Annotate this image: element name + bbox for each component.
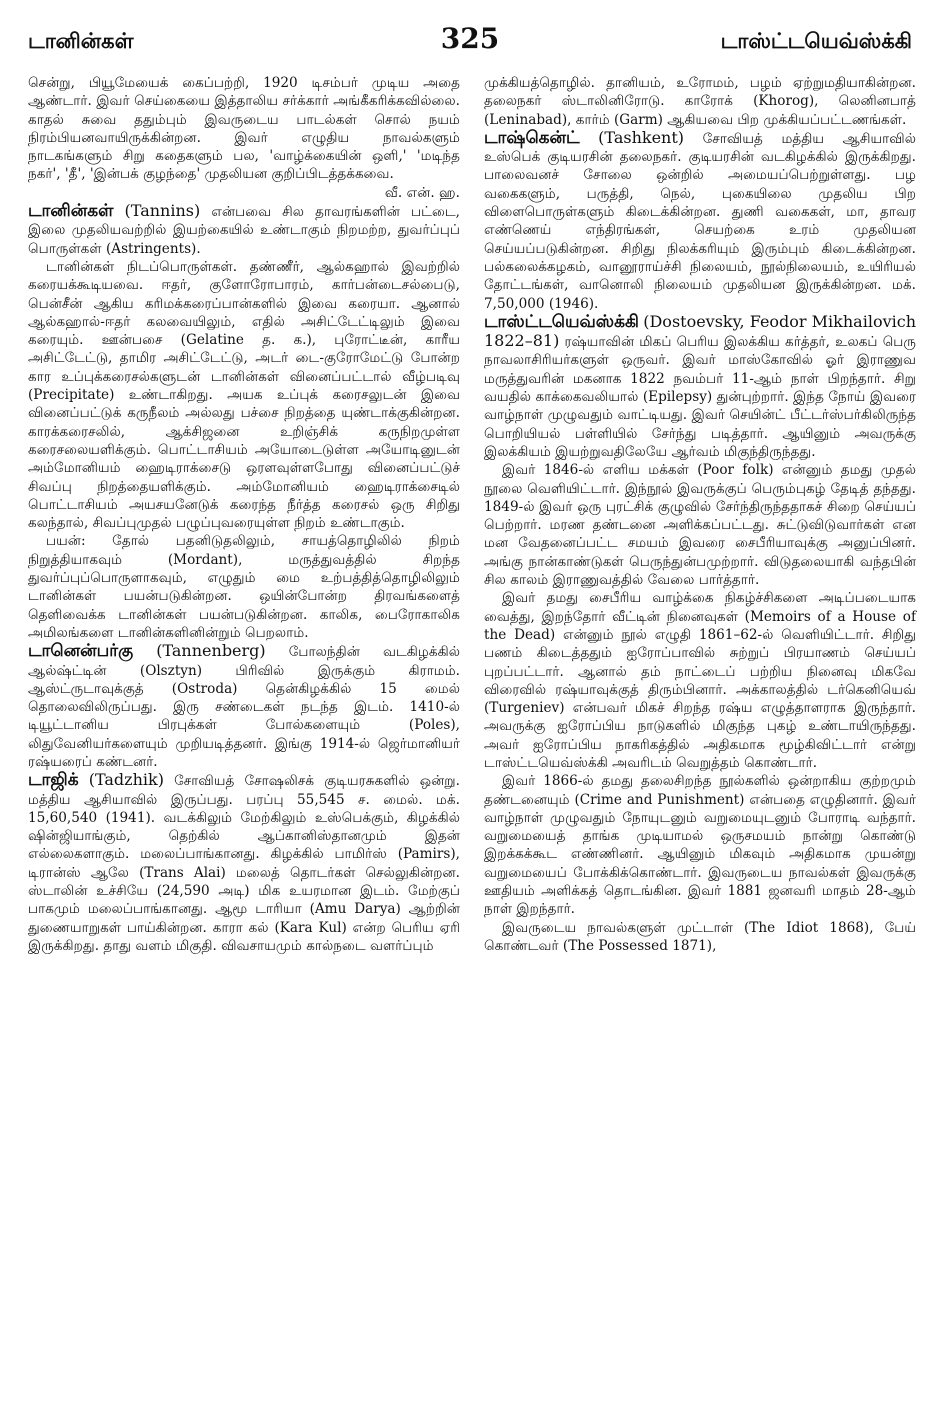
running-head-right: டாஸ்ட்டயெவ்ஸ்க்கி xyxy=(720,28,912,53)
entry-headword: டானின்கள் xyxy=(28,201,114,222)
body-paragraph: பயன்: தோல் பதனிடுதலிலும், சாயத்தொழிலில் நிறம் நிறுத்தியாகவும் (Mordant), மருத்துவத்தில் சிறந்த துவர்ப்புப்பொருளாகவும், எழுதும் மை உற்பத்தித்தொழிலிலும் டானின்கள் பயன்படுகின்றன. ஒயின்போன்ற திரவங்களைத் தெளிவைக்க டானின்கள் பயன்படுகின்றன. காலிக, பைரோகாலிக அமிலங்களை டானின்களினின்றும் பெறலாம். xyxy=(28,533,460,641)
entry-english-term: (Dostoevsky, Feodor Mikhailovich 1822–81) xyxy=(484,311,916,351)
encyclopedia-entry xyxy=(28,642,460,771)
entry-headword: டானென்பர்கு xyxy=(28,641,134,662)
right-column xyxy=(484,74,916,955)
body-paragraph: இவர் தமது சைபீரிய வாழ்க்கை நிகழ்ச்சிகளை அடிப்படையாக வைத்து, இறந்தோர் வீட்டின் நினைவுகள் (Memoirs of a House of the Dead) என்னும் நூல் எழுதி 1861–62-ல் வெளியிட்டார். சிறிது பணம் கிடைத்ததும் ஐரோப்பாவில் சுற்றுப் பிரயாணம் செய்யப் புறப்பட்டார். ஆனால் தம் நாட்டைப் பற்றிய நினைவு மிகவே விரைவில் ரஷ்யாவுக்குத் திரும்பினார். அக்காலத்தில் டர்கெனியெவ் (Turgeniev) என்பவர் மிகச் சிறந்த ரஷ்ய எழுத்தாளராக இருந்தார். அவருக்கு ஐரோப்பிய நாடுகளில் மிகுந்த புகழ் உண்டாயிருந்தது. அவர் ஐரோப்பிய நாகரிகத்தில் அதிகமாக மூழ்கிவிட்டார் என்று டாஸ்ட்டயெவ்ஸ்க்கி அவரிடம் வெறுத்தம் கொண்டார். xyxy=(484,590,916,771)
encyclopedia-entry xyxy=(484,313,916,461)
entry-body: சோவியத் மத்திய ஆசியாவில் உஸ்பெக் குடியரசின் தலைநகர். குடியரசின் வடகிழக்கில் இருக்கிறது. பாலைவனச் சோலை ஒன்றில் அமையப்பெற்றுள்ளது. பழ வகைகளும், பருத்தி, நெல், புகையிலை முதலிய பிற விளைபொருள்களும் கிடைக்கின்றன. துணி வகைகள், மா, தாவர எண்ணெய் எந்திரங்கள், செயற்கை உரம் முதலியன செய்யப்படுகின்றன. சிறிது நிலக்கரியும் இரும்பும் கிடைக்கின்றன. பல்கலைக்கழகம், வானூராய்ச்சி நிலையம், நூல்நிலையம், உயிரியல் தோட்டங்கள், வானொலி நிலையம் முதலியன இருக்கின்றன. மக். 7,50,000 (1946). xyxy=(484,130,916,312)
entry-english-term: (Tannins) xyxy=(124,201,201,221)
entry-english-term: (Tadzhik) xyxy=(88,770,164,790)
encyclopedia-entry xyxy=(28,202,460,258)
encyclopedia-entry xyxy=(28,771,460,955)
left-column xyxy=(28,74,460,955)
author-signature: வீ. என். ஹ. xyxy=(384,184,460,201)
entry-body: ரஷ்யாவின் மிகப் பெரிய இலக்கிய கர்த்தர், உலகப் பெரு நாவலாசிரியர்களுள் ஒருவர். இவர் மாஸ்கோவில் ஓர் இராணுவ மருத்துவரின் மகனாக 1822 நவம்பர் 11-ஆம் நாள் பிறந்தார். சிறு வயதில் காக்கைவலியால் (Epilepsy) துன்புற்றார். இந்த நோய் இவரை வாழ்நாள் முழுவதும் வாட்டியது. இவர் செயின்ட் பீட்டர்ஸ்பர்கிலிருந்த பொறியியல் பள்ளியில் சேர்ந்து படித்தார். ஆயினும் அவருக்கு இலக்கியம் இயற்றுவதிலேயே ஆர்வம் மிகுந்திருந்தது. xyxy=(484,334,916,460)
entry-headword: டாஜிக் xyxy=(28,770,79,791)
page-header xyxy=(28,22,912,62)
entry-english-term: (Tannenberg) xyxy=(156,641,266,661)
entry-body: சோவியத் சோஷலிசக் குடியரசுகளில் ஒன்று. மத்திய ஆசியாவில் இருப்பது. பரப்பு 55,545 ச. மைல். மக். 15,60,540 (1941). வடக்கிலும் மேற்கிலும் உஸ்பெக்கும், கிழக்கில் ஷின்ஜியாங்கும், தெற்கில் ஆப்கானிஸ்தானமும் இதன் எல்லைகளாகும். மலைப்பாங்கானது. கிழக்கில் பாமிர்ஸ் (Pamirs), டிரான்ஸ் ஆலே (Trans Alai) மலைத் தொடர்கள் செல்லுகின்றன. ஸ்டாலின் உச்சியே (24,590 அடி) மிக உயரமான இடம். மேற்குப் பாகமும் மலைப்பாங்கானது. ஆமூ டாரியா (Amu Darya) ஆற்றின் துணையாறுகள் பாய்கின்றன. காரா கல் (Kara Kul) என்ற பெரிய ஏரி இருக்கிறது. தாது வளம் மிகுதி. விவசாயமும் கால்நடை வளர்ப்பும் xyxy=(28,773,460,954)
entry-english-term: (Tashkent) xyxy=(598,127,685,147)
entry-headword: டாஷ்கென்ட் xyxy=(484,127,580,148)
body-paragraph: இவர் 1846-ல் எளிய மக்கள் (Poor folk) என்னும் தமது முதல் நூலை வெளியிட்டார். இந்நூல் இவருக்குப் பெரும்புகழ் தேடித் தந்தது. 1849-ல் இவர் ஒரு புரட்சிக் குழுவில் சேர்ந்திருந்ததாகச் சிறை செய்யப் பெற்றார். மரண தண்டனை அளிக்கப்பட்டது. சுட்டுவிடுவார்கள் என மன வேதனைப்பட்ட சமயம் இவரை சைபீரியாவுக்கு அனுப்பினர். அங்கு நான்காண்டுகள் பெருந்துன்பமுற்றார். விடுதலையாகி வந்தபின் சில காலம் இராணுவத்தில் வேலை பார்த்தார். xyxy=(484,462,916,589)
entry-headword: டாஸ்ட்டயெவ்ஸ்க்கி xyxy=(484,311,639,332)
entry-body: போலந்தின் வடகிழக்கில் ஆல்ஷ்ட்டின் (Olsztyn) பிரிவில் இருக்கும் கிராமம். ஆஸ்ட்ருடாவுக்குத் (Ostroda) தென்கிழக்கில் 15 மைல் தொலைவிலிருப்பது. இரு சண்டைகள் நடந்த இடம். 1410-ல் டியூட்டானிய பிரபுக்கள் போல்களையும் (Poles), லிதுவேனியர்களையும் முறியடித்தனர். இங்கு 1914-ல் ஜெர்மானியர் ரஷ்யரைப் கண்டனர். xyxy=(28,644,460,770)
body-paragraph: சென்று, பியூமேயைக் கைப்பற்றி, 1920 டிசம்பர் முடிய அதை ஆண்டார். இவர் செய்கையை இத்தாலிய சர்க்கார் அங்கீகரிக்கவில்லை. காதல் சுவை ததும்பும் இவருடைய பாடல்கள் சொல் நயம் நிரம்பியனவாயிருக்கின்றன. இவர் எழுதிய நாவல்களும் நாடகங்களும் சிறு கதைகளும் பல, 'வாழ்க்கையின் ஒளி,' 'மடிந்த நகர்', 'தீ', 'இன்பக் குழந்தை' முதலியன குறிப்பிடத்தக்கவை. xyxy=(28,75,460,183)
body-paragraph: டானின்கள் நிடப்பொருள்கள். தண்ணீர், ஆல்கஹால் இவற்றில் கரையக்கூடியவை. ஈதர், குளோரோபாரம், கார்பன்டைசல்பைடு, பென்சீன் ஆகிய கரிமக்கரைப்பான்களில் இவை கரையா. ஆனால் ஆல்கஹால்-ஈதர் கலவையிலும், எதில் அசிட்டேட்டிலும் இவை கரையும். ஊன்பசை (Gelatine த. க.), புரோட்டீன், காரீய அசிட்டேட்டு, தாமிர அசிட்டேட்டு, அடர் டை-குரோமேட்டு போன்ற கார உப்புக்கரைசல்களுடன் டானின்கள் வினைப்பட்டால் வீழ்படிவு (Precipitate) உண்டாகிறது. அயக உப்புக் கரைசலுடன் இவை வினைப்பட்டுக் கருநீலம் அல்லது பச்சை நிறத்தை யுண்டாக்குகின்றன. காரக்கரைசலில், ஆக்சிஜனை உறிஞ்சிக் கருநிறமுள்ள கரைசலையளிக்கும். பொட்டாசியம் அயோடைடுள்ள அயோடினுடன் அம்மோனியம் ஹைடிராக்சைடு ஒரளவுள்ளபோது வினைப்பட்டுச் சிவப்பு நிறத்தையளிக்கும். அம்மோனியம் ஹைடிராக்சைடில் பொட்டாசியம் அயசயனேடுக் கரைந்த நீர்த்த கரைசல் ஒரு சிறிது கலந்தால், சிவப்புமுதல் பழுப்புவரையுள்ள நிறம் உண்டாகும். xyxy=(28,258,460,532)
running-head-left: டானின்கள் xyxy=(28,28,134,53)
body-paragraph: இவர் 1866-ல் தமது தலைசிறந்த நூல்களில் ஒன்றாகிய குற்றமும் தண்டனையும் (Crime and Punishment) என்பதை எழுதினார். இவர் வாழ்நாள் முழுவதும் நோயுடனும் வறுமையுடனும் போராடி வந்தார். வறுமையைத் தாங்க முடியாமல் ஒருசமயம் நான்று கொண்டு இறக்கக்கூட எண்ணினர். ஆயினும் மிகவும் அதிகமாக முயன்று வறுமையைப் போக்கிக்கொண்டார். இவருடைய நாவல்கள் இவருக்கு ஊதியம் அளிக்கத் தொடங்கின. இவர் 1881 ஜனவரி மாதம் 28-ஆம் நாள் இறந்தார். xyxy=(484,773,916,918)
encyclopedia-entry xyxy=(484,129,916,313)
page-number: 325 xyxy=(440,22,500,55)
entry-body: என்பவை சில தாவரங்களின் பட்டை, இலை முதலியவற்றில் இயற்கையில் உண்டாகும் நிறமற்ற, துவர்ப்புப் பொருள்கள் (Astringents). xyxy=(28,204,460,257)
body-paragraph: முக்கியத்தொழில். தானியம், உரோமம், பழம் ஏற்றுமதியாகின்றன. தலைநகர் ஸ்டாலினிரோடு. காரோக் (Khorog), லெனினபாத் (Leninabad), கார்ம் (Garm) ஆகியவை பிற முக்கியப்பட்டணங்கள். xyxy=(484,75,916,128)
body-paragraph: இவருடைய நாவல்களுள் முட்டாள் (The Idiot 1868), பேய் கொண்டவர் (The Possessed 1871), xyxy=(484,919,916,954)
